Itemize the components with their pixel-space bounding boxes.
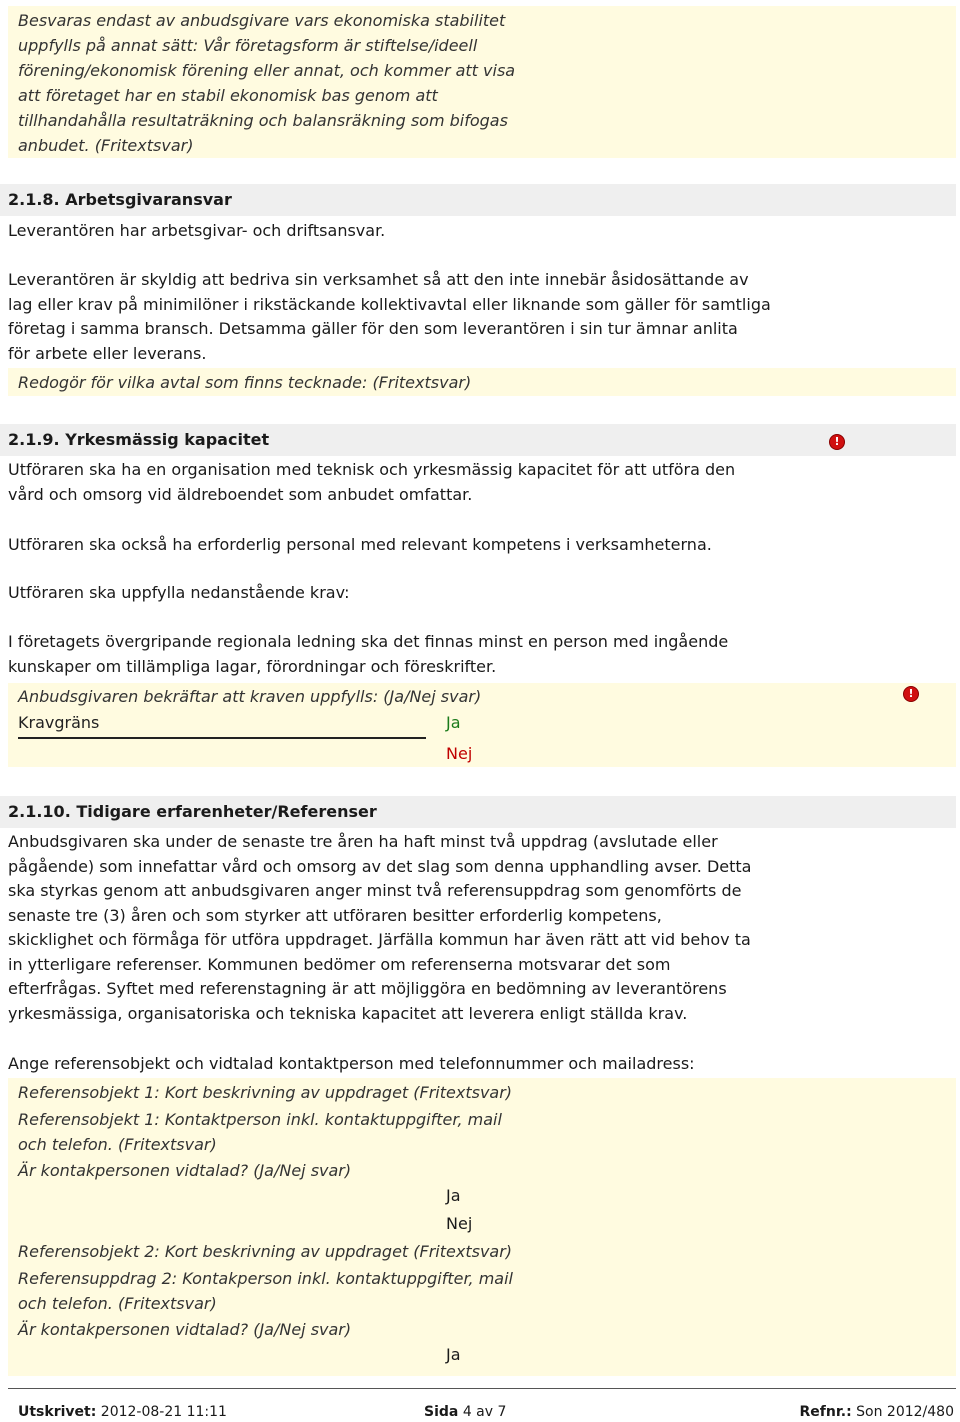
footer-ref-value: Son 2012/480 — [856, 1404, 954, 1420]
footer-page-value: 4 av 7 — [462, 1404, 507, 1420]
text-line: tillhandahålla resultaträkning och balansräkning som bifogas — [18, 111, 508, 130]
section-heading-2110: 2.1.10. Tidigare erfarenheter/Referenser — [8, 802, 377, 821]
paragraph: Leverantören har arbetsgivar- och driftsansvar. — [8, 221, 386, 240]
ref1-description-question: Referensobjekt 1: Kort beskrivning av uppdraget (Fritextsvar) — [18, 1083, 513, 1102]
warning-icon: ! — [830, 435, 844, 449]
footer-printed-label: Utskrivet: — [18, 1404, 97, 1420]
economic-question-text — [18, 8, 938, 158]
text-line: efterfrågas. Syftet med referenstagning är att möjliggöra en bedömning av leverantörens — [8, 979, 727, 998]
footer-page-label: Sida — [424, 1404, 459, 1420]
answer-option-nej[interactable]: Nej — [446, 744, 473, 763]
footer-printed — [18, 1402, 227, 1422]
text-line: lag eller krav på minimilöner i rikstäckande kollektivavtal eller liknande som gäller för samtliga — [8, 294, 771, 314]
requirements-question: Anbudsgivaren bekräftar att kraven uppfylls: (Ja/Nej svar) — [18, 687, 482, 706]
text-line: anbudet. (Fritextsvar) — [18, 136, 194, 155]
ref2-contact-question — [18, 1266, 513, 1316]
text-line: och telefon. (Fritextsvar) — [18, 1294, 217, 1313]
kravgrans-divider — [18, 737, 426, 739]
text-line: I företagets övergripande regionala ledning ska det finnas minst en person med ingående — [8, 632, 729, 651]
paragraph — [8, 830, 952, 1026]
ref1-contact-question — [18, 1107, 502, 1157]
answer-option-ja[interactable]: Ja — [446, 1345, 461, 1364]
text-line: skicklighet och förmåga för utföra uppdraget. Järfälla kommun har även rätt att vid behov ta — [8, 930, 751, 949]
text-line: pågående) som innefattar vård och omsorg av det slag som denna upphandling avser. Detta — [8, 856, 752, 876]
warning-icon: ! — [904, 687, 918, 701]
section-heading-219: 2.1.9. Yrkesmässig kapacitet — [8, 430, 270, 449]
paragraph: Utföraren ska uppfylla nedanstående krav: — [8, 583, 350, 602]
text-line: Referensuppdrag 2: Kontakperson inkl. kontaktuppgifter, mail — [18, 1269, 513, 1288]
text-line: kunskaper om tillämpliga lagar, förordningar och föreskrifter. — [8, 656, 497, 676]
text-line: att företaget har en stabil ekonomisk bas genom att — [18, 86, 438, 105]
kravgrans-label: Kravgräns — [18, 713, 100, 732]
footer-ref-label: Refnr.: — [799, 1404, 852, 1420]
paragraph — [8, 268, 948, 366]
ref2-contacted-question: Är kontakpersonen vidtalad? (Ja/Nej svar) — [18, 1320, 352, 1339]
text-line: vård och omsorg vid äldreboendet som anbudet omfattar. — [8, 484, 473, 504]
text-line: och telefon. (Fritextsvar) — [18, 1135, 217, 1154]
footer-page — [424, 1402, 506, 1422]
text-line: Besvaras endast av anbudsgivare vars ekonomiska stabilitet — [18, 11, 506, 30]
text-line: för arbete eller leverans. — [8, 343, 207, 363]
ref2-description-question: Referensobjekt 2: Kort beskrivning av uppdraget (Fritextsvar) — [18, 1242, 513, 1261]
footer-printed-value: 2012-08-21 11:11 — [100, 1404, 227, 1420]
paragraph — [8, 630, 948, 679]
answer-option-ja[interactable]: Ja — [446, 713, 461, 732]
text-line: förening/ekonomisk förening eller annat, och kommer att visa — [18, 61, 516, 80]
text-line: företag i samma bransch. Detsamma gäller för den som leverantören i sin tur ämnar anlita — [8, 319, 738, 338]
text-line: ska styrkas genom att anbudsgivaren anger minst två referensuppdrag som genomförts de — [8, 881, 742, 900]
ref1-contacted-question: Är kontakpersonen vidtalad? (Ja/Nej svar) — [18, 1161, 352, 1180]
text-line: in ytterligare referenser. Kommunen bedömer om referenserna motsvarar det som — [8, 954, 671, 974]
section-heading-218: 2.1.8. Arbetsgivaransvar — [8, 190, 232, 209]
agreements-question: Redogör för vilka avtal som finns tecknade: (Fritextsvar) — [18, 373, 472, 392]
paragraph: Utföraren ska också ha erforderlig personal med relevant kompetens i verksamheterna. — [8, 535, 712, 554]
text-line: Referensobjekt 1: Kontaktperson inkl. kontaktuppgifter, mail — [18, 1110, 502, 1129]
answer-option-nej[interactable]: Nej — [446, 1214, 473, 1233]
footer-refnr — [800, 1402, 954, 1422]
text-line: uppfylls på annat sätt: Vår företagsform är stiftelse/ideell — [18, 36, 478, 55]
text-line: senaste tre (3) åren och som styrker att utföraren besitter erforderlig kompetens, — [8, 905, 662, 925]
paragraph — [8, 458, 948, 507]
paragraph: Ange referensobjekt och vidtalad kontaktperson med telefonnummer och mailadress: — [8, 1054, 695, 1073]
text-line: yrkesmässiga, organisatoriska och tekniska kapacitet att leverera enligt ställda krav. — [8, 1003, 688, 1023]
text-line: Utföraren ska ha en organisation med teknisk och yrkesmässig kapacitet för att utföra den — [8, 460, 736, 479]
text-line: Anbudsgivaren ska under de senaste tre åren ha haft minst två uppdrag (avslutade eller — [8, 832, 718, 851]
answer-option-ja[interactable]: Ja — [446, 1186, 461, 1205]
text-line: Leverantören är skyldig att bedriva sin verksamhet så att den inte innebär åsidosättande av — [8, 270, 749, 289]
footer-divider — [8, 1388, 956, 1389]
